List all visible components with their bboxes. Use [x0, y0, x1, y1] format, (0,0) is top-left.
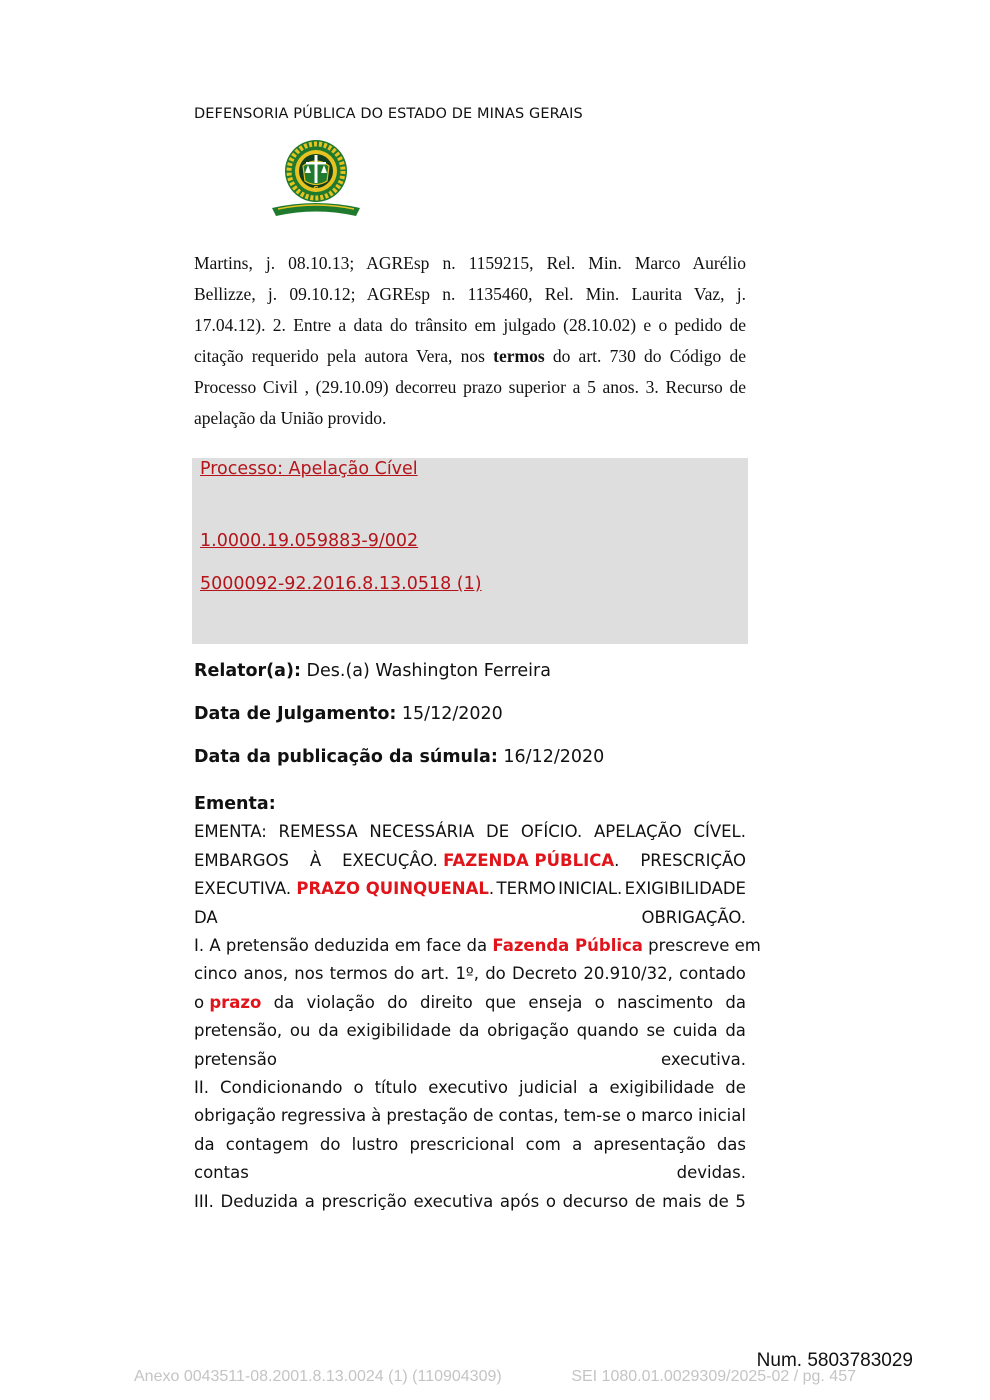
ementa-word: da [194, 1134, 215, 1154]
ementa-word: de [472, 1106, 494, 1126]
ementa-word: de [634, 1191, 656, 1211]
ementa-word: com [525, 1134, 561, 1154]
ementa-word: tem-se [563, 1106, 621, 1126]
ementa-word: Deduzida [220, 1191, 299, 1211]
relator-line [194, 661, 551, 681]
ementa-text [194, 818, 761, 1216]
ementa-word: EMBARGOS [194, 850, 289, 870]
intro-line: Processo Civil , (29.10.09) decorreu prazo superior a 5 anos. 3. Recurso de [194, 377, 746, 397]
ementa-line [194, 1017, 746, 1045]
ementa-word: devidas. [676, 1163, 746, 1183]
ementa-word-group [194, 989, 261, 1017]
ementa-word: o [353, 1078, 364, 1098]
ementa-word: a [304, 1191, 315, 1211]
publicacao-value: 16/12/2020 [497, 747, 605, 767]
ementa-word: o [626, 1106, 637, 1126]
ementa-line [194, 1131, 746, 1159]
publicacao-line [194, 747, 604, 767]
ementa-section [194, 790, 761, 1216]
intro-line: Bellizze, j. 09.10.12; AGREsp n. 1135460, Rel. Min. Laurita Vaz, j. [194, 284, 746, 304]
ementa-word: marco [641, 1106, 693, 1126]
ementa-word: TERMO [496, 879, 556, 899]
ementa-line [194, 989, 746, 1017]
ementa-line [194, 960, 746, 988]
ementa-line [194, 1102, 746, 1130]
ementa-word: título [374, 1078, 418, 1098]
ementa-word: a [588, 1078, 599, 1098]
ementa-word: PRESCRIÇÃO [640, 850, 746, 870]
ementa-word: do [393, 964, 415, 984]
ementa-line [194, 1074, 746, 1102]
relator-value: Des.(a) Washington Ferreira [300, 661, 551, 681]
ementa-word: À [309, 850, 322, 870]
ementa-word: exigibilidade [346, 1021, 452, 1041]
footer-sei-page: SEI 1080.01.0029309/2025-02 / pg. 457 [571, 1368, 856, 1385]
ementa-word: da [458, 1021, 480, 1041]
ementa-word: obrigação [194, 1106, 276, 1126]
ementa-word: quando [576, 1021, 639, 1041]
ementa-word: INICIAL. [558, 879, 623, 899]
intro-line: apelação da União provido. [194, 408, 387, 428]
page-footer [134, 1368, 856, 1386]
ementa-word: violação [306, 992, 375, 1012]
ementa-word: da [318, 1021, 339, 1041]
ementa-word: após [499, 1191, 540, 1211]
ementa-word: executiva. [661, 1049, 746, 1069]
ementa-word: III. [194, 1191, 214, 1211]
ementa-word: anos, [243, 964, 289, 984]
ementa-word: DE [486, 822, 510, 842]
ementa-word: cuida [672, 1021, 718, 1041]
processo-box [192, 458, 748, 644]
ementa-word: da [725, 992, 746, 1012]
publicacao-label: Data da publicação da súmula: [194, 747, 498, 767]
ementa-line [194, 904, 746, 932]
ementa-word: que [485, 992, 517, 1012]
svg-text:S: S [313, 185, 319, 194]
ementa-word: Decreto [512, 964, 578, 984]
ementa-word: contagem [225, 1134, 309, 1154]
ementa-word: executiva [413, 1191, 494, 1211]
ementa-word: de [708, 1191, 729, 1211]
ementa-word: OBRIGAÇÃO. [641, 907, 746, 927]
intro-line [194, 341, 746, 372]
ementa-line [194, 1159, 746, 1187]
processo-cnj-link[interactable]: 5000092-92.2016.8.13.0518 (1) [200, 574, 482, 594]
ementa-line [194, 932, 761, 960]
ementa-word: contas, [498, 1106, 559, 1126]
ementa-word: prescricional [409, 1134, 515, 1154]
ementa-word: da [725, 1021, 746, 1041]
ementa-word: . [488, 879, 495, 899]
ementa-word: à [371, 1106, 382, 1126]
ementa-line [194, 1188, 746, 1216]
defensoria-seal-icon [270, 138, 362, 220]
highlight-term: FAZENDA PÚBLICA [443, 850, 615, 870]
highlight-term: prazo [209, 992, 262, 1012]
highlight-term: Fazenda Pública [492, 936, 643, 956]
highlight-term: PRAZO QUINQUENAL [296, 879, 489, 899]
footer-annex: Anexo 0043511-08.2001.8.13.0024 (1) (110904309) [134, 1368, 502, 1385]
ementa-line [194, 875, 746, 903]
ementa-word: o [545, 1191, 556, 1211]
ementa-word: prescrição [321, 1191, 407, 1211]
ementa-word: o [194, 992, 210, 1012]
page-header: DEFENSORIA PÚBLICA DO ESTADO DE MINAS GERAIS [194, 106, 583, 122]
ementa-word: mais [662, 1191, 702, 1211]
intro-paragraph [194, 248, 746, 434]
ementa-title: Ementa: [194, 794, 276, 814]
intro-text: citação requerido pela autora Vera, nos [194, 346, 494, 366]
julgamento-line [194, 704, 503, 724]
ementa-word: obrigação [487, 1021, 569, 1041]
ementa-word: contas [194, 1163, 249, 1183]
ementa-word: judicial [518, 1078, 578, 1098]
ementa-word: DA [194, 907, 218, 927]
ementa-word: pretensão, [194, 1021, 283, 1041]
ementa-word: nascimento [617, 992, 714, 1012]
ementa-word: do [485, 964, 506, 984]
julgamento-value: 15/12/2020 [396, 704, 503, 724]
ementa-word: APELAÇÃO [593, 822, 682, 842]
ementa-line [194, 818, 746, 846]
bold-term: termos [493, 346, 545, 366]
ementa-word: regressiva [280, 1106, 367, 1126]
ementa-word: OFÍCIO. [520, 822, 583, 842]
ementa-word: . [614, 850, 620, 870]
ementa-word: nos [294, 964, 324, 984]
ementa-word-group [342, 847, 619, 875]
ementa-line [194, 847, 746, 875]
ementa-word: ou [289, 1021, 311, 1041]
ementa-line [194, 1046, 746, 1074]
ementa-word: executivo [428, 1078, 508, 1098]
ementa-word: 5 [735, 1191, 746, 1211]
intro-text: do art. 730 do Código de [544, 346, 746, 366]
ementa-word: 1º, [455, 964, 479, 984]
ementa-word: lustro [351, 1134, 399, 1154]
ementa-word: inicial [697, 1106, 746, 1126]
ementa-word: CÍVEL. [693, 822, 746, 842]
intro-line: 17.04.12). 2. Entre a data do trânsito em julgado (28.10.02) e o pedido de [194, 315, 746, 335]
ementa-word: Condicionando [219, 1078, 343, 1098]
ementa-word: pretensão [194, 1049, 277, 1069]
ementa-word: prestação [386, 1106, 468, 1126]
ementa-word: I. A pretensão deduzida em face da [194, 936, 493, 956]
ementa-word: a [572, 1134, 583, 1154]
ementa-word: cinco [194, 964, 238, 984]
ementa-word: NECESSÁRIA [369, 822, 475, 842]
ementa-word: EXECUÇÂO. [342, 850, 444, 870]
ementa-word: EXIGIBILIDADE [624, 879, 746, 899]
processo-number-link[interactable]: 1.0000.19.059883-9/002 [200, 531, 419, 551]
ementa-word: prescreve em [642, 936, 761, 956]
ementa-word: II. [194, 1078, 209, 1098]
ementa-word: EMENTA: [194, 822, 267, 842]
ementa-word-group [194, 875, 494, 903]
ementa-word: REMESSA [278, 822, 358, 842]
ementa-word: 20.910/32, [583, 964, 673, 984]
ementa-word: das [716, 1134, 746, 1154]
processo-link[interactable]: Processo: Apelação Cível [200, 459, 418, 479]
ementa-word: decurso [562, 1191, 629, 1211]
ementa-word: exigibilidade [609, 1078, 715, 1098]
ementa-word: contado [679, 964, 746, 984]
ementa-word: direito [419, 992, 473, 1012]
ementa-word: enseja [528, 992, 583, 1012]
ementa-word: de [725, 1078, 746, 1098]
relator-label: Relator(a): [194, 661, 301, 681]
ementa-word: o [594, 992, 605, 1012]
julgamento-label: Data de Julgamento: [194, 704, 397, 724]
ementa-word: art. [420, 964, 450, 984]
document-number: Num. 5803783029 [756, 1350, 913, 1371]
ementa-word: se [646, 1021, 666, 1041]
ementa-word: termos [329, 964, 388, 984]
ementa-word: do [319, 1134, 341, 1154]
ementa-word: EXECUTIVA. [194, 879, 297, 899]
ementa-word: apresentação [593, 1134, 706, 1154]
intro-line: Martins, j. 08.10.13; AGREsp n. 1159215, Rel. Min. Marco Aurélio [194, 253, 746, 273]
ementa-word: do [387, 992, 408, 1012]
ementa-word: da [273, 992, 295, 1012]
